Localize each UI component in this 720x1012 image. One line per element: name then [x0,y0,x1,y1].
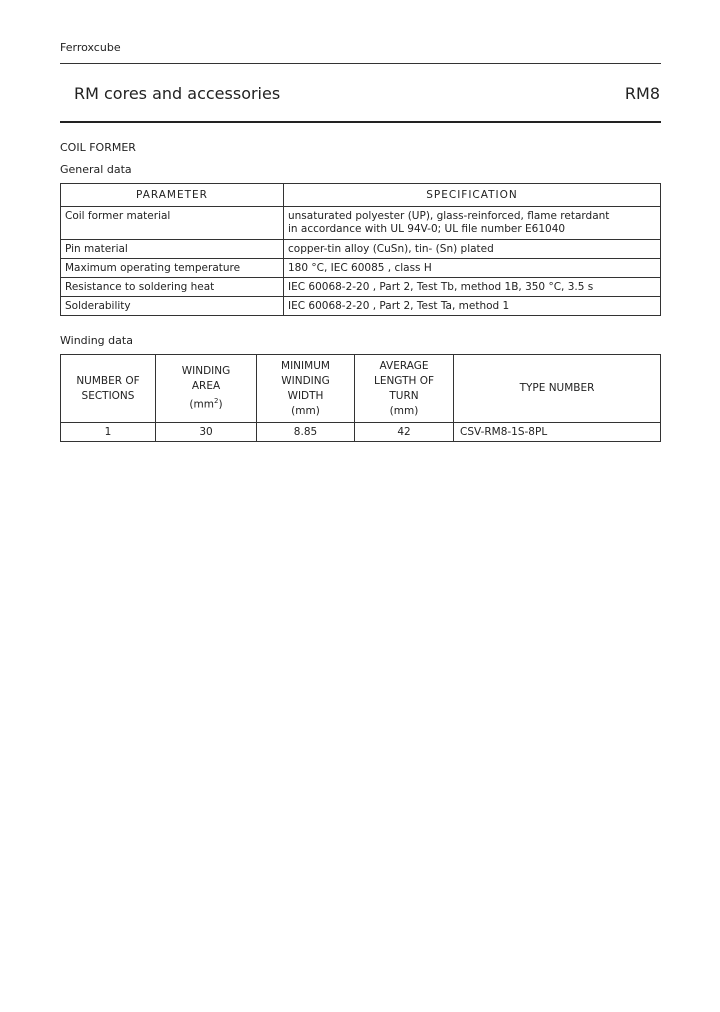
cell: 8.85 [257,423,355,442]
column-header: SPECIFICATION [284,184,661,207]
header-line: MINIMUM [281,359,330,372]
product-code: RM8 [624,84,660,103]
param-cell: Pin material [61,240,284,259]
page-title: RM cores and accessories [74,84,281,103]
brand-name: Ferroxcube [60,41,121,54]
column-header-width [257,355,355,423]
general-data-heading: General data [60,163,132,176]
column-header-sections [61,355,156,423]
cell: 42 [355,423,454,442]
column-header-area [156,355,257,423]
spec-line: unsaturated polyester (UP), glass-reinforced, flame retardant [288,210,610,222]
table-row [61,297,661,316]
winding-data-heading: Winding data [60,334,133,347]
spec-cell: IEC 60068-2-20 , Part 2, Test Tb, method 1B, 350 °C, 3.5 s [284,278,661,297]
divider [60,63,661,64]
cell: 1 [61,423,156,442]
unit: (mm [189,398,214,411]
header-line: TURN [389,389,419,402]
header-line: WINDING [181,365,231,378]
table-row [61,207,661,240]
column-header: PARAMETER [61,184,284,207]
header-line: LENGTH OF [373,374,435,387]
table-header-row [61,184,661,207]
header-line: WIDTH [287,389,324,402]
header-line: (mm) [389,404,419,417]
spec-cell: 180 °C, IEC 60085 , class H [284,259,661,278]
header-line: AVERAGE [379,359,429,372]
table-row [61,259,661,278]
spec-line: in accordance with UL 94V-0; UL file number E61040 [288,223,566,235]
superscript: 2 [213,397,219,406]
divider [60,121,661,123]
header-line: SECTIONS [81,389,135,402]
table-row [61,240,661,259]
spec-cell: copper-tin alloy (CuSn), tin- (Sn) plated [284,240,661,259]
unit: ) [218,398,223,411]
table-row [61,423,661,442]
section-heading: COIL FORMER [60,141,136,154]
spec-cell: IEC 60068-2-20 , Part 2, Test Ta, method 1 [284,297,661,316]
cell: 30 [156,423,257,442]
spec-cell [284,207,661,240]
cell: CSV-RM8-1S-8PL [454,423,661,442]
column-header-length [355,355,454,423]
header-line: WINDING [281,374,330,387]
param-cell: Maximum operating temperature [61,259,284,278]
header-line: (mm) [291,404,320,417]
table-header-row [61,355,661,423]
winding-data-table [60,354,661,442]
param-cell: Coil former material [61,207,284,240]
param-cell: Solderability [61,297,284,316]
param-cell: Resistance to soldering heat [61,278,284,297]
header-line: AREA [191,380,221,393]
general-data-table [60,183,661,316]
column-header-type: TYPE NUMBER [454,355,661,423]
header-line [160,394,252,413]
table-row [61,278,661,297]
header-line: NUMBER OF [76,374,140,387]
